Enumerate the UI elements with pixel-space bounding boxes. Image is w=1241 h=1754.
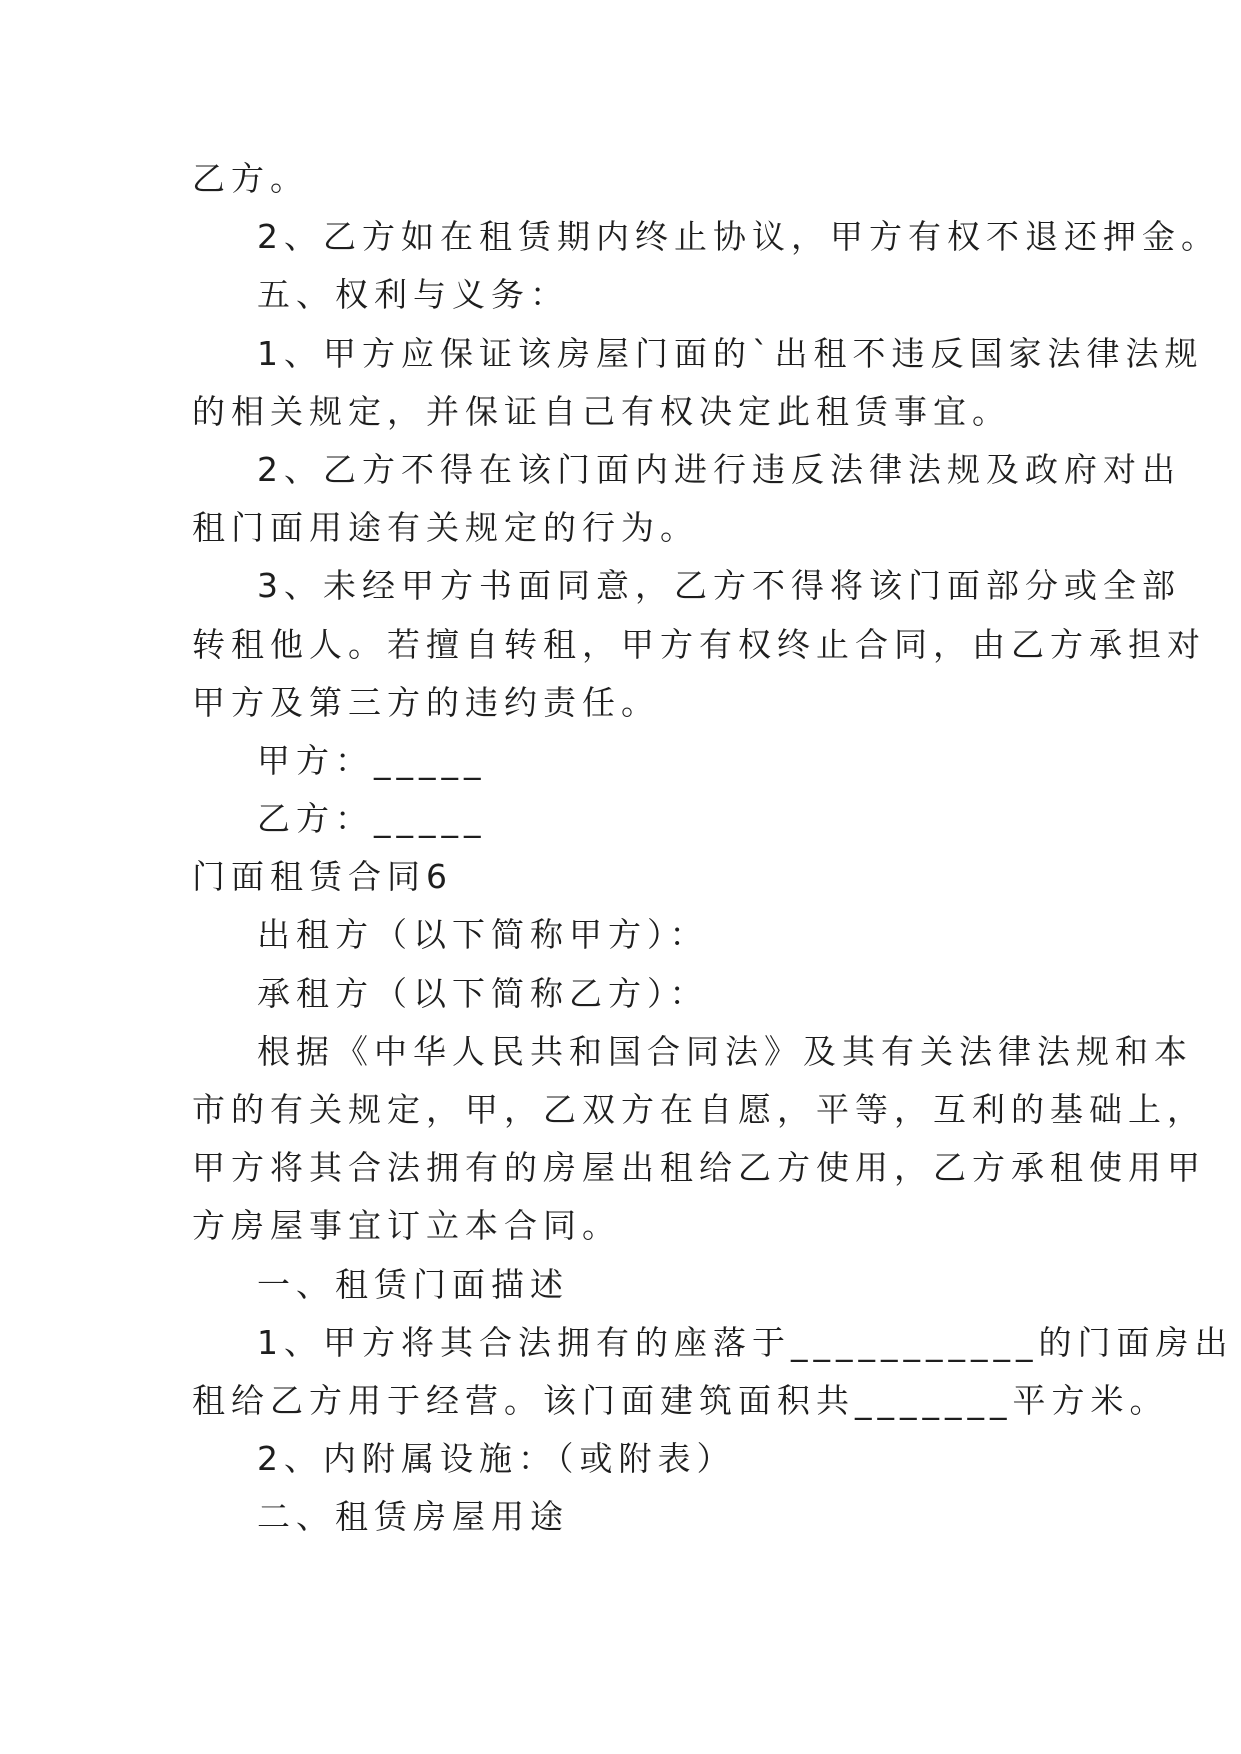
text-line: 2、乙方如在租赁期内终止协议，甲方有权不退还押金。: [257, 217, 1220, 257]
text-line: 1、甲方将其合法拥有的座落于___________的门面房出: [257, 1322, 1234, 1362]
text-line: 2、内附属设施：（或附表）: [257, 1439, 736, 1479]
text-line: 2、乙方不得在该门面内进行违反法律法规及政府对出: [257, 449, 1181, 489]
text-line: 根据《中华人民共和国合同法》及其有关法律法规和本: [257, 1031, 1193, 1071]
text-line: 乙方。: [192, 159, 309, 198]
party-b-signature-line: 乙方：_____: [257, 799, 487, 839]
section-heading: 一、租赁门面描述: [257, 1264, 569, 1304]
contract-title: 门面租赁合同6: [192, 857, 453, 897]
text-line: 甲方及第三方的违约责任。: [192, 682, 660, 722]
text-line: 甲方将其合法拥有的房屋出租给乙方使用，乙方承租使用甲: [192, 1148, 1206, 1188]
text-line: 方房屋事宜订立本合同。: [192, 1206, 621, 1246]
section-heading: 二、租赁房屋用途: [257, 1497, 569, 1537]
text-line: 租给乙方用于经营。该门面建筑面积共_______平方米。: [192, 1380, 1169, 1420]
lessee-line: 承租方（以下简称乙方）：: [257, 973, 709, 1013]
text-line: 市的有关规定，甲，乙双方在自愿，平等，互利的基础上，: [192, 1090, 1206, 1129]
text-line: 3、未经甲方书面同意，乙方不得将该门面部分或全部: [257, 566, 1181, 606]
text-line: 租门面用途有关规定的行为。: [192, 508, 699, 548]
lessor-line: 出租方（以下简称甲方）：: [257, 915, 709, 955]
section-heading: 五、权利与义务：: [257, 275, 569, 315]
party-a-signature-line: 甲方：_____: [257, 740, 487, 780]
contract-text: [192, 150, 1234, 1547]
text-line: 1、甲方应保证该房屋门面的`出租不违反国家法律法规: [257, 333, 1204, 373]
text-line: 转租他人。若擅自转租，甲方有权终止合同，由乙方承担对: [192, 624, 1206, 664]
text-line: 的相关规定，并保证自己有权决定此租赁事宜。: [192, 391, 1011, 431]
